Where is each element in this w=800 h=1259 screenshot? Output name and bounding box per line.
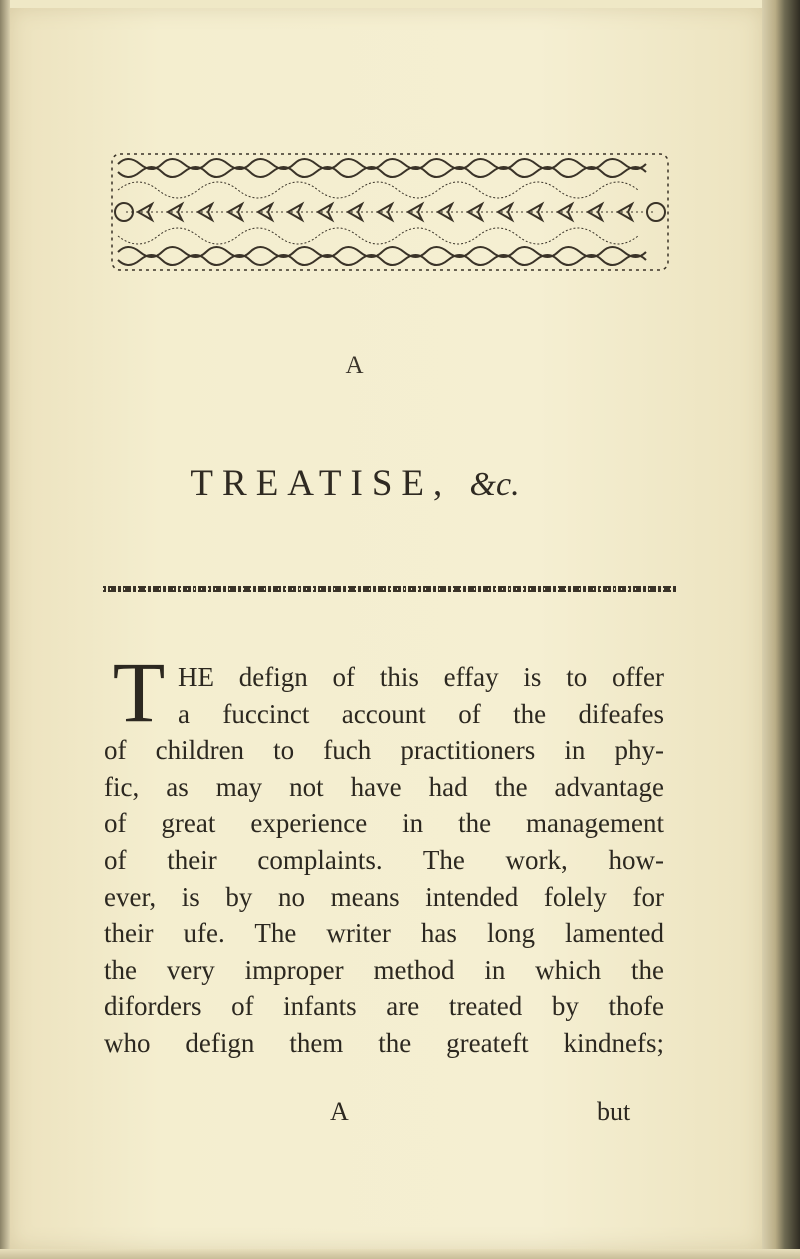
text-line: who defign them the greateft kindnefs; xyxy=(104,1027,664,1058)
ornamental-headpiece-icon xyxy=(108,150,672,274)
text-line: HE defign of this effay is to offer xyxy=(178,662,664,692)
catchword: but xyxy=(597,1097,631,1126)
text-line: fic, as may not have had the advantage xyxy=(104,771,664,802)
book-spine xyxy=(762,0,800,1259)
title-main: TREATISE, xyxy=(190,463,452,504)
signature-letter: A xyxy=(345,352,365,379)
page-title xyxy=(0,462,710,505)
text-line: of their complaints. The work, how- xyxy=(104,844,664,875)
ornamental-rule-icon xyxy=(103,584,676,594)
text-line: diforders of infants are treated by thofe xyxy=(104,991,664,1022)
body-paragraph xyxy=(104,659,664,1062)
page-bottom-edge xyxy=(0,1249,800,1259)
signature-mark: A xyxy=(330,1097,349,1126)
text-line: of children to fuch practitioners in phy- xyxy=(104,735,664,766)
text-line: their ufe. The writer has long lamented xyxy=(104,918,664,949)
drop-cap: T xyxy=(112,644,166,740)
text-line: the very improper method in which the xyxy=(104,954,664,985)
text-line: ever, is by no means intended folely for xyxy=(104,881,664,912)
title-etc: &c. xyxy=(469,466,520,503)
page-left-edge xyxy=(0,0,10,1259)
text-line: a fuccinct account of the difeafes xyxy=(178,698,664,729)
text-line: of great experience in the management xyxy=(104,808,664,839)
